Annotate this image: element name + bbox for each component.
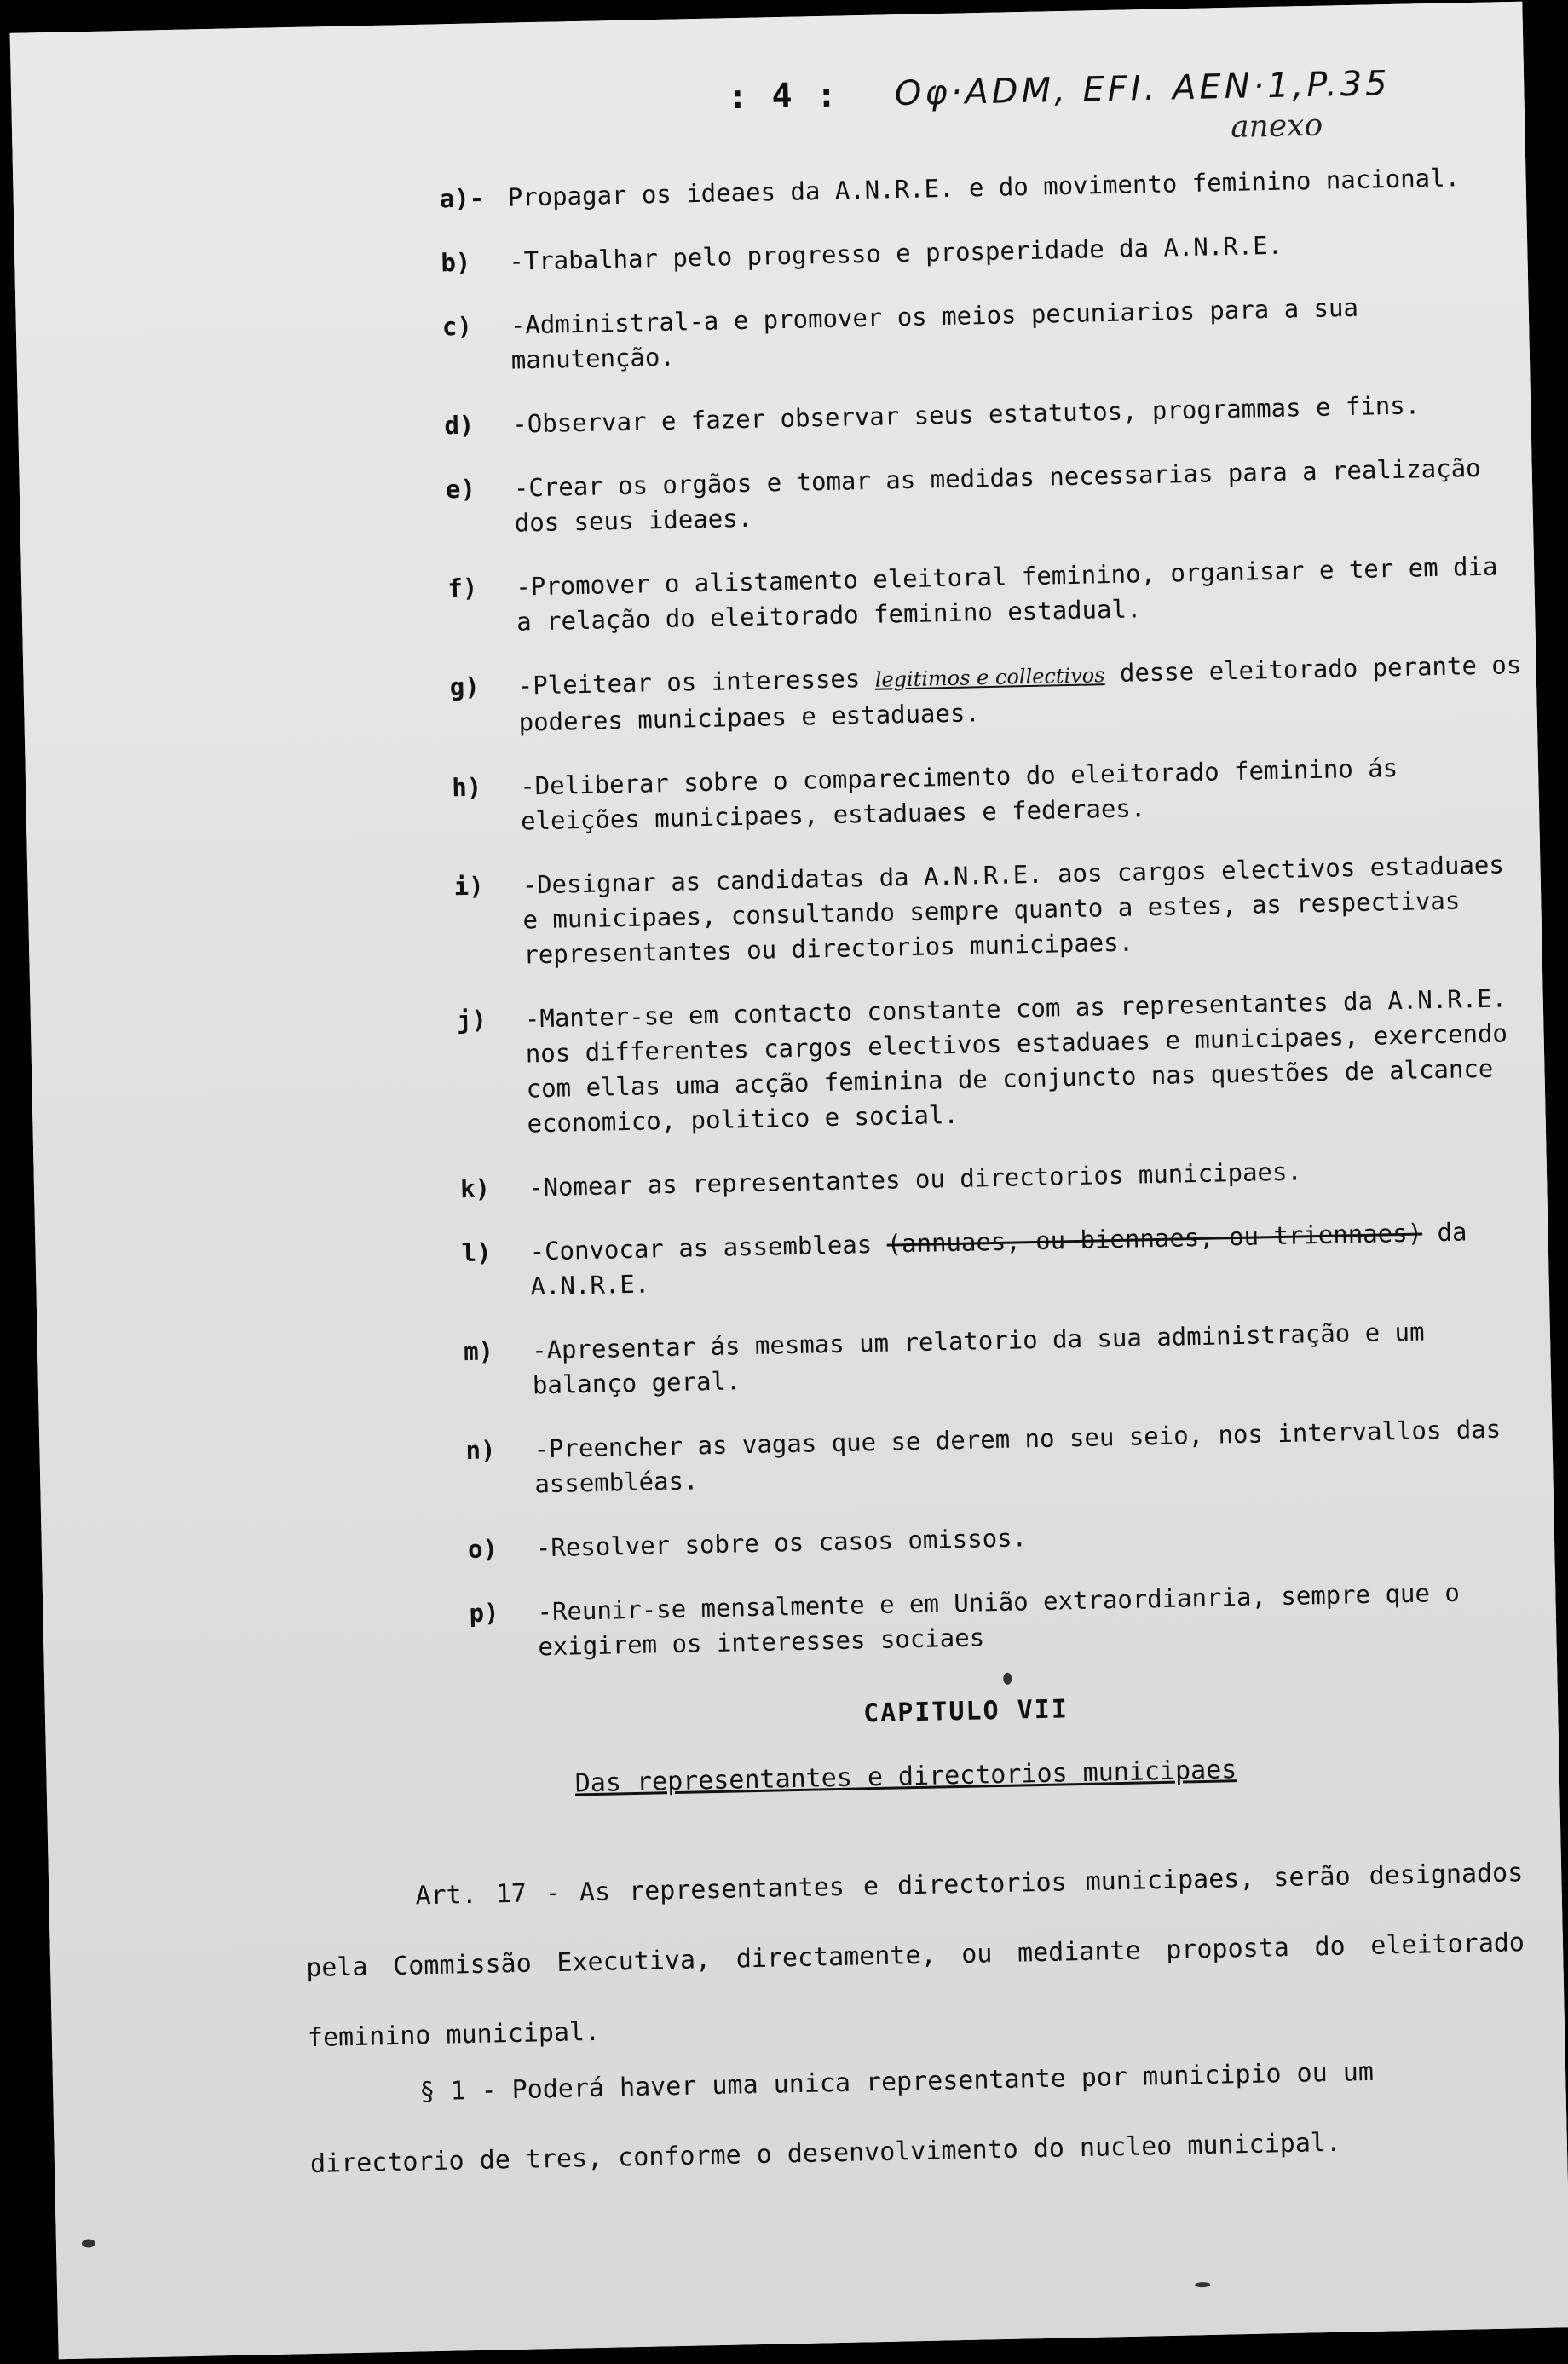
item-text: -Deliberar sobre o comparecimento do eleitorado feminino ás eleições municipaes, estaduaes e federaes. bbox=[519, 752, 1398, 836]
item-letter: k) bbox=[459, 1173, 491, 1204]
item-letter: i) bbox=[453, 871, 484, 902]
item-letter: e) bbox=[445, 474, 476, 505]
list-item bbox=[439, 159, 1513, 216]
item-letter: f) bbox=[447, 573, 478, 603]
item-text: -Designar as candidatas da A.N.R.E. aos cargos electivos estaduaes e municipaes, consultando sempre quanto a estes, as respectivas representantes ou directorios municipaes. bbox=[522, 850, 1505, 970]
indent-spacer bbox=[309, 2100, 420, 2102]
ink-speck bbox=[1195, 2282, 1210, 2287]
list-item bbox=[464, 1312, 1538, 1404]
item-text: -Nomear as representantes ou directorios municipaes. bbox=[527, 1156, 1303, 1202]
list-item bbox=[442, 287, 1517, 379]
item-text: -Manter-se em contacto constante com as representantes da A.N.R.E. nos differentes cargos electivos estaduaes e municipaes, exercendo com ellas uma acção feminina de conjuncto nas questões de alcance economico, politico e social. bbox=[524, 983, 1508, 1139]
item-letter: j) bbox=[456, 1005, 487, 1035]
list-item bbox=[468, 1510, 1542, 1567]
article-text: As representantes e directorios municipaes, serão designados pela Commissão Executiva, directamente, ou mediante proposta do eleitorado feminino municipal. bbox=[305, 1858, 1525, 2054]
list-item bbox=[461, 1214, 1536, 1306]
item-text: -Administral-a e promover os meios pecuniarios para a sua manutenção. bbox=[510, 292, 1359, 375]
article-label: Art. 17 - bbox=[415, 1877, 562, 1911]
archive-code: Oφ·ADM, EFI. AEN·1,P.35 bbox=[894, 63, 1392, 114]
paragraph-1 bbox=[308, 2034, 1529, 2200]
item-text: -Crear os orgãos e tomar as medidas necessarias para a realização dos seus ideaes. bbox=[513, 453, 1481, 538]
item-text: -Resolver sobre os casos omissos. bbox=[535, 1523, 1028, 1563]
item-text: -Apresentar ás mesmas um relatorio da sua administração e um balanço geral. bbox=[531, 1317, 1425, 1400]
item-text: -Trabalhar pelo progresso e prosperidade da A.N.R.E. bbox=[508, 230, 1283, 276]
list-item bbox=[447, 549, 1522, 641]
item-text bbox=[529, 1214, 1536, 1305]
document-page bbox=[10, 2, 1568, 2360]
item-text-after: da A.N.R.E. bbox=[530, 1217, 1467, 1301]
ink-speck bbox=[82, 2239, 95, 2247]
item-text bbox=[517, 648, 1525, 741]
item-letter: o) bbox=[467, 1534, 499, 1565]
list-item bbox=[441, 223, 1515, 280]
item-text-before: -Convocar as assembleas bbox=[529, 1230, 873, 1266]
item-text-before: -Pleitear os interesses bbox=[517, 664, 861, 701]
list-item bbox=[465, 1411, 1540, 1503]
list-item bbox=[452, 748, 1526, 840]
handwritten-insertion: legitimos e collectivos bbox=[874, 663, 1105, 692]
item-letter: b) bbox=[441, 247, 471, 278]
list-item bbox=[444, 386, 1519, 443]
ink-speck bbox=[1003, 1673, 1012, 1685]
item-text: -Preencher as vagas que se derem no seu seio, nos intervallos das assembléas. bbox=[533, 1414, 1502, 1499]
paragraph-label: § 1 - bbox=[418, 2075, 497, 2107]
item-text: -Promover o alistamento eleitoral feminino, organisar e ter em dia a relação do eleitorado feminino estadual. bbox=[515, 551, 1498, 637]
list-item bbox=[446, 450, 1520, 542]
item-letter: m) bbox=[463, 1336, 494, 1367]
item-text: Propagar os ideaes da A.N.R.E. e do movimento feminino nacional. bbox=[507, 163, 1461, 212]
struck-text: (annuaes, ou biennaes, ou triennaes) bbox=[886, 1218, 1423, 1259]
item-letter: l) bbox=[461, 1237, 492, 1268]
item-letter: a)- bbox=[439, 183, 485, 214]
paragraph-text: Poderá haver uma unica representante por municipio ou um directorio de tres, conforme o desenvolvimento do nucleo municipal. bbox=[309, 2056, 1375, 2180]
indent-spacer bbox=[305, 1904, 416, 1906]
chapter-subtitle: Das representantes e directorios municipaes bbox=[574, 1755, 1237, 1799]
item-letter: c) bbox=[441, 311, 473, 342]
archive-note: anexo bbox=[1230, 107, 1323, 145]
item-text: -Observar e fazer observar seus estatutos, programmas e fins. bbox=[511, 390, 1421, 439]
item-text: -Reunir-se mensalmente e em União extraordianria, sempre que o exigirem os interesses sociaes bbox=[537, 1577, 1461, 1662]
item-letter: g) bbox=[449, 672, 481, 702]
list-item bbox=[460, 1150, 1535, 1207]
chapter-title: CAPITULO VII bbox=[862, 1694, 1069, 1729]
list-item bbox=[449, 648, 1524, 741]
item-letter: n) bbox=[465, 1435, 496, 1466]
page-number: : 4 : bbox=[726, 75, 839, 118]
item-text-after: desse eleitorado perante os poderes municipaes e estaduaes. bbox=[518, 649, 1522, 737]
item-list bbox=[439, 159, 1544, 1695]
list-item bbox=[453, 847, 1529, 974]
item-letter: d) bbox=[444, 410, 475, 441]
list-item bbox=[457, 981, 1533, 1143]
item-letter: p) bbox=[469, 1598, 499, 1629]
item-letter: h) bbox=[451, 772, 482, 803]
list-item bbox=[469, 1574, 1543, 1666]
